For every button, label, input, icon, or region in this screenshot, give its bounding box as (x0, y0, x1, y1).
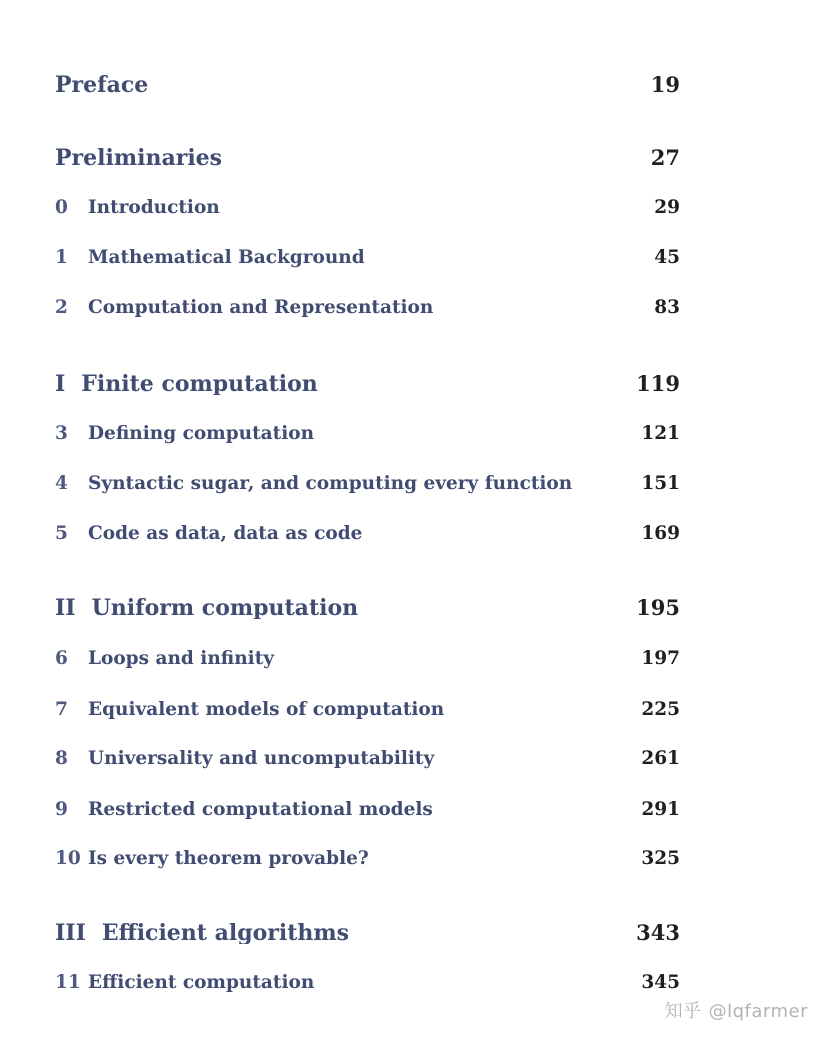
chapter-number: 1 (55, 247, 68, 268)
toc-title: Efficient computation (88, 974, 315, 993)
toc-row-chapter-5 (55, 525, 680, 544)
chapter-number: 4 (55, 473, 68, 494)
toc-row-preface (55, 74, 680, 96)
chapter-number: 9 (55, 799, 68, 820)
page-number: 345 (641, 972, 680, 993)
toc-row-part-3 (55, 922, 680, 944)
watermark-site-name: 知乎 (664, 1001, 702, 1022)
toc-title: Is every theorem provable? (88, 850, 369, 869)
toc-title: Restricted computational models (88, 801, 433, 820)
toc-title: Syntactic sugar, and computing every function (88, 475, 573, 494)
toc-row-chapter-3 (55, 425, 680, 444)
page-number: 225 (641, 699, 680, 720)
watermark-user-handle: @lqfarmer (708, 1001, 808, 1022)
page-number: 261 (641, 748, 680, 769)
chapter-number: 11 (55, 972, 81, 993)
toc-title: Efficient algorithms (101, 922, 350, 944)
page-number: 343 (636, 920, 680, 945)
toc-row-part-2 (55, 597, 680, 619)
chapter-number: 6 (55, 648, 68, 669)
page-number: 19 (650, 72, 680, 97)
zhihu-watermark (665, 1001, 808, 1023)
toc-row-chapter-1 (55, 249, 680, 268)
toc-title: Introduction (88, 199, 220, 218)
toc-title: Loops and infinity (88, 650, 274, 669)
page-number: 197 (641, 648, 680, 669)
toc-row-chapter-2 (55, 299, 680, 318)
page-number: 45 (654, 247, 680, 268)
page-number: 121 (641, 423, 680, 444)
toc-row-chapter-9 (55, 801, 680, 820)
toc-row-chapter-7 (55, 701, 680, 720)
page-number: 325 (641, 848, 680, 869)
toc-title: Computation and Representation (88, 299, 434, 318)
toc-row-chapter-10 (55, 850, 680, 869)
chapter-number: 3 (55, 423, 68, 444)
toc-row-chapter-8 (55, 750, 680, 769)
toc-row-chapter-11 (55, 974, 680, 993)
chapter-number: 10 (55, 848, 81, 869)
page-number: 27 (650, 145, 680, 170)
page-number: 151 (641, 473, 680, 494)
toc-title: Preface (55, 74, 149, 96)
part-number: II (55, 595, 76, 621)
chapter-number: 2 (55, 297, 68, 318)
page-number: 119 (636, 371, 680, 396)
toc-row-chapter-6 (55, 650, 680, 669)
toc-title: Code as data, data as code (88, 525, 363, 544)
page-number: 169 (641, 523, 680, 544)
chapter-number: 7 (55, 699, 68, 720)
toc-title: Finite computation (81, 373, 318, 395)
toc-title: Mathematical Background (88, 249, 365, 268)
part-number: III (55, 920, 86, 946)
page-number: 29 (654, 197, 680, 218)
chapter-number: 0 (55, 197, 68, 218)
part-number: I (55, 371, 66, 397)
toc-row-chapter-4 (55, 475, 680, 494)
page-number: 83 (654, 297, 680, 318)
chapter-number: 5 (55, 523, 68, 544)
chapter-number: 8 (55, 748, 68, 769)
toc-title: Defining computation (88, 425, 315, 444)
toc-title: Preliminaries (55, 147, 223, 169)
toc-title: Uniform computation (91, 597, 359, 619)
page-number: 291 (641, 799, 680, 820)
toc-title: Equivalent models of computation (88, 701, 445, 720)
toc-row-part-1 (55, 373, 680, 395)
toc-title: Universality and uncomputability (88, 750, 435, 769)
page-number: 195 (636, 595, 680, 620)
toc-row-chapter-0 (55, 199, 680, 218)
toc-row-preliminaries (55, 147, 680, 169)
